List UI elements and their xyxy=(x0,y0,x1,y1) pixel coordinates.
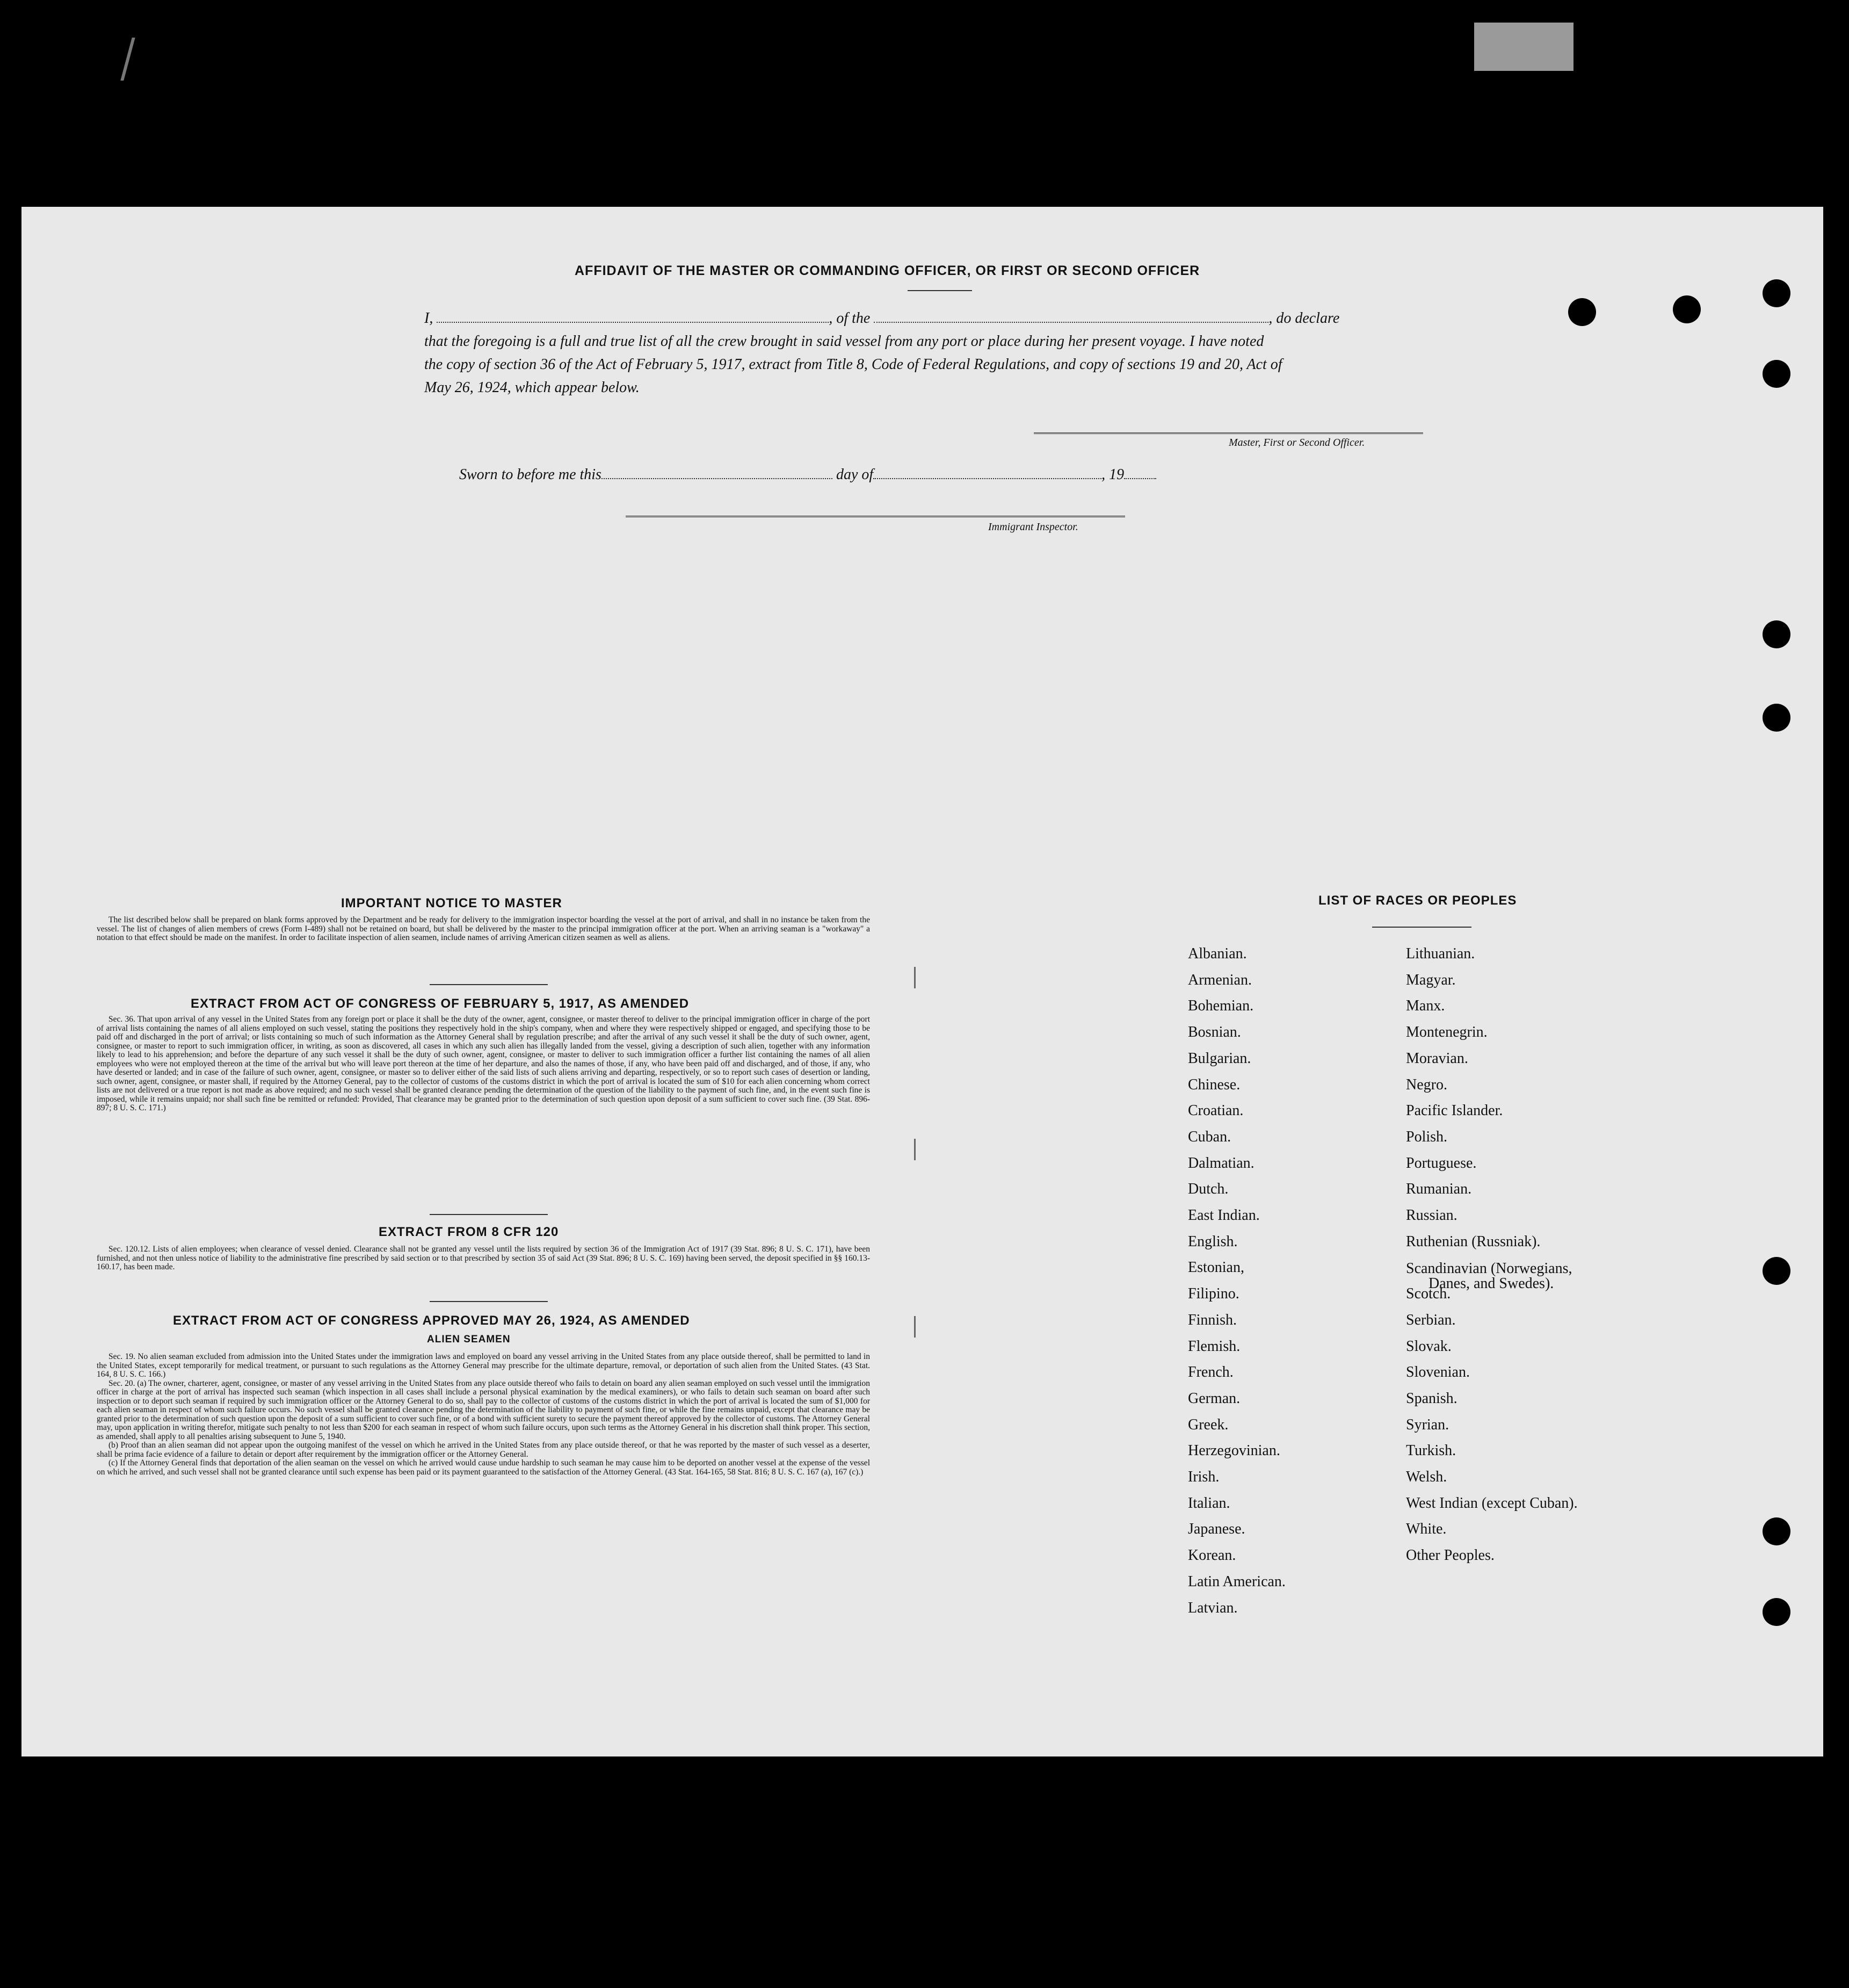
sworn-year-blank[interactable] xyxy=(1124,467,1156,479)
notice-paragraph: The list described below shall be prepared on blank forms approved by the Department and be ready for delivery to the immigration inspector boarding the vessel at the port of arrival, and shall in no instance be taken from the vessel. The list of changes of alien members of crews (Form I-489) shall not be retained on board, but shall be delivered by the master to the principal immigration officer at the port. When an arriving seaman is a "workaway" a notation to that effect should be made on the manifest. In order to facilitate inspection of alien seamen, include names of arriving American citizen seamen as well as aliens. xyxy=(97,915,870,942)
sec-20b-paragraph: (b) Proof than an alien seaman did not appear upon the outgoing manifest of the vessel on which he arrived in the United States from any place outside thereof, or that he was reported by the master of such vessel as a deserter, shall be prima facie evidence of a failure to detain or deport after requirement by the immigration officer or the Attorney General. xyxy=(97,1441,870,1459)
year-text: , 19 xyxy=(1101,466,1125,483)
master-label: Master, First or Second Officer. xyxy=(1229,437,1365,449)
race-item: Scandinavian (Norwegians, xyxy=(1406,1260,1572,1277)
divider xyxy=(1372,927,1471,928)
sec-36-paragraph: Sec. 36. That upon arrival of any vessel in the United States from any foreign port or place it shall be the duty of the owner, agent, consignee, or master thereof to deliver to the principal immigration officer in charge of the port of arrival lists containing the names of all aliens employed on such vessel, stating the positions they respectively hold in the ship's company, when and where they were respectively shipped or engaged, and specifying those to be paid off and discharged in the port of arrival; or lists containing so much of such information as the Attorney General shall by regulation prescribe; and after the arrival of any such vessel it shall be the duty of such owner, agent, consignee, or master to report to such immigration officer, in writing, as soon as discovered, all cases in which any such alien has illegally landed from the vessel, giving a description of such alien, together with any information likely to lead to his apprehension; and before the departure of any such vessel it shall be the duty of such owner, agent, consignee, or master to deliver to such immigration officer a further list containing the names of all alien employees who were not employed thereon at the time of the arrival but who will leave port thereon at the time of her departure, and also the names of those, if any, who have been paid off and discharged, and of those, if any, who have deserted or landed; and in case of the failure of such owner, agent, consignee, or master so to deliver either of the said lists of such aliens arriving and departing, respectively, or so to report such cases of desertion or landing, such owner, agent, consignee, or master shall, if required by the Attorney General, pay to the collector of customs of the customs district in which the port of arrival is located the sum of $10 for each alien concerning whom correct lists are not delivered or a true report is not made as above required; and no such vessel shall be granted clearance pending the determination of the question of the liability to the payment of such fine, and, in the event such fine is imposed, while it remains unpaid; nor shall such fine be remitted or refunded: Provided, That clearance may be granted prior to the determination of such question upon deposit of a sum sufficient to cover such fine. (39 Stat. 896-897; 8 U. S. C. 171.) xyxy=(97,1015,870,1112)
race-item: Other Peoples. xyxy=(1406,1547,1495,1564)
notice-title: IMPORTANT NOTICE TO MASTER xyxy=(341,896,562,910)
race-item: Danes, and Swedes). xyxy=(1429,1275,1554,1292)
affidavit-title: AFFIDAVIT OF THE MASTER OR COMMANDING OFFICER, OR FIRST OR SECOND OFFICER xyxy=(575,263,1200,278)
fold-mark xyxy=(914,1139,916,1160)
extract-1924-text xyxy=(97,1353,870,1477)
race-item: English. xyxy=(1188,1233,1238,1250)
race-item: Portuguese. xyxy=(1406,1154,1477,1172)
punch-hole-icon xyxy=(1763,1517,1790,1545)
extract-cfr-text xyxy=(97,1245,870,1272)
race-item: Italian. xyxy=(1188,1494,1230,1512)
divider xyxy=(430,1214,548,1215)
inspector-signature-line[interactable] xyxy=(626,516,1125,517)
race-item: Syrian. xyxy=(1406,1416,1449,1433)
affidavit-line-3: the copy of section 36 of the Act of February 5, 1917, extract from Title 8, Code of Federal Regulations, and copy of sections 19 and 20, Act of xyxy=(424,356,1282,373)
sworn-month-blank[interactable] xyxy=(873,467,1101,479)
race-item: Turkish. xyxy=(1406,1442,1456,1459)
sec-19-paragraph: Sec. 19. No alien seaman excluded from admission into the United States under the immigration laws and employed on board any vessel arriving in the United States from any place outside thereof, shall be permitted to land in the United States, except temporarily for medical treatment, or pursuant to such regulations as the Attorney General may prescribe for the ultimate departure, removal, or deportation of such alien from the United States. (43 Stat. 164, 8 U. S. C. 166.) xyxy=(97,1352,870,1379)
race-item: Latvian. xyxy=(1188,1599,1238,1616)
race-item: West Indian (except Cuban). xyxy=(1406,1494,1578,1512)
race-item: Montenegrin. xyxy=(1406,1024,1488,1041)
race-item: Dutch. xyxy=(1188,1181,1229,1198)
divider xyxy=(908,290,972,291)
extract-cfr-title: EXTRACT FROM 8 CFR 120 xyxy=(379,1225,559,1239)
race-item: East Indian. xyxy=(1188,1207,1260,1224)
race-item: Irish. xyxy=(1188,1469,1220,1485)
race-item: Rumanian. xyxy=(1406,1181,1472,1198)
race-item: Manx. xyxy=(1406,997,1445,1015)
race-item: Greek. xyxy=(1188,1416,1229,1433)
alien-seamen-subtitle: ALIEN SEAMEN xyxy=(427,1334,511,1345)
race-item: Lithuanian. xyxy=(1406,945,1475,962)
race-item: Bohemian. xyxy=(1188,997,1254,1015)
divider xyxy=(430,984,548,985)
master-signature-line[interactable] xyxy=(1034,432,1423,434)
race-item: Spanish. xyxy=(1406,1390,1458,1407)
race-item: Negro. xyxy=(1406,1076,1447,1093)
race-item: Bosnian. xyxy=(1188,1024,1241,1041)
race-item: Bulgarian. xyxy=(1188,1050,1251,1067)
sworn-line xyxy=(459,466,1156,483)
fold-mark xyxy=(914,1316,916,1338)
race-item: Slovak. xyxy=(1406,1338,1452,1355)
film-corner-tab xyxy=(1474,23,1574,71)
punch-hole-icon xyxy=(1763,704,1790,732)
races-title: LIST OF RACES OR PEOPLES xyxy=(1318,893,1517,908)
notice-text xyxy=(97,916,870,943)
race-item: Pacific Islander. xyxy=(1406,1102,1503,1119)
race-item: Armenian. xyxy=(1188,971,1252,988)
race-item: Welsh. xyxy=(1406,1469,1447,1485)
divider xyxy=(430,1301,548,1302)
race-item: Russian. xyxy=(1406,1207,1458,1224)
race-item: German. xyxy=(1188,1390,1241,1407)
film-corner-mark xyxy=(120,38,156,81)
race-item: Japanese. xyxy=(1188,1521,1245,1538)
vessel-blank[interactable] xyxy=(874,311,1268,323)
race-item: Cuban. xyxy=(1188,1128,1231,1145)
form-page xyxy=(21,207,1823,1756)
extract-1924-title: EXTRACT FROM ACT OF CONGRESS APPROVED MAY 26, 1924, AS AMENDED xyxy=(173,1313,690,1328)
affidavit-declare: , do declare xyxy=(1268,310,1340,327)
race-item: French. xyxy=(1188,1364,1234,1381)
race-item: Dalmatian. xyxy=(1188,1154,1255,1172)
sworn-day-blank[interactable] xyxy=(601,467,832,479)
race-item: Scotch. xyxy=(1406,1285,1451,1303)
extract-1917-text xyxy=(97,1015,870,1113)
affidavit-line-2: that the foregoing is a full and true list of all the crew brought in said vessel from any port or place during her present voyage. I have noted xyxy=(424,333,1264,350)
punch-hole-icon xyxy=(1763,279,1790,307)
race-item: Estonian, xyxy=(1188,1259,1244,1276)
day-of-text: day of xyxy=(836,466,874,483)
punch-hole-icon xyxy=(1568,298,1596,326)
punch-hole-icon xyxy=(1673,295,1701,323)
punch-hole-icon xyxy=(1763,360,1790,388)
race-item: Filipino. xyxy=(1188,1285,1239,1303)
race-item: Croatian. xyxy=(1188,1102,1244,1119)
race-item: Flemish. xyxy=(1188,1338,1241,1355)
race-item: Latin American. xyxy=(1188,1573,1286,1590)
affidavit-line-4: May 26, 1924, which appear below. xyxy=(424,379,640,396)
race-item: Slovenian. xyxy=(1406,1364,1470,1381)
sec-20c-paragraph: (c) If the Attorney General finds that deportation of the alien seaman on the vessel on which he arrived would cause undue hardship to such seaman he may cause him to be deported on another vessel at the expense of the vessel on which he arrived, and such vessel shall not be granted clearance until such expense has been paid or its payment guaranteed to the satisfaction of the Attorney General. (43 Stat. 164-165, 58 Stat. 816; 8 U. S. C. 167 (a), 167 (c).) xyxy=(97,1458,870,1477)
race-item: Ruthenian (Russniak). xyxy=(1406,1233,1541,1250)
race-item: Chinese. xyxy=(1188,1076,1241,1093)
sec-120-paragraph: Sec. 120.12. Lists of alien employees; when clearance of vessel denied. Clearance shall not be granted any vessel until the lists required by section 36 of the Immigration Act of 1917 (39 Stat. 896; 8 U. S. C. 171), have been furnished, and not then unless notice of liability to the administrative fine prescribed by said section or to that prescribed by section 35 of said Act (39 Stat. 896; 8 U. S. C. 169) having been served, the deposit specified in §§ 160.13-160.17, has been made. xyxy=(97,1245,870,1271)
extract-1917-title: EXTRACT FROM ACT OF CONGRESS OF FEBRUARY 5, 1917, AS AMENDED xyxy=(191,996,690,1011)
fold-mark xyxy=(914,967,916,988)
race-item: Albanian. xyxy=(1188,945,1247,962)
sec-20a-paragraph: Sec. 20. (a) The owner, charterer, agent, consignee, or master of any vessel arriving in the United States from any place outside thereof who fails to detain on board any alien seaman employed on such vessel until the immigration officer in charge at the port of arrival has inspected such seaman (which inspection in all cases shall include a personal physical examination by the medical examiners), or who fails to detain such seaman on board after such inspection or to deport such seaman if required by such immigration officer or the Attorney General to do so, shall pay to the collector of customs of the customs district in which the port of arrival is located the sum of $1,000 for each alien seaman in respect of whom such failure occurs. No such vessel shall be granted clearance pending the determination of the liability to payment of such fine, or while the fine remains unpaid, except that clearance may be granted prior to the determination of such question upon the deposit of a sum sufficient to cover such fine, or of a bond with sufficient surety to secure the payment thereof approved by the collector of customs. The Attorney General may, upon application in writing therefor, mitigate such penalty to not less than $200 for each seaman in respect of whom such failure occurs, upon such terms as the Attorney General in his discretion shall think proper. This section, as amended, shall apply to all penalties arising subsequent to June 5, 1940. xyxy=(97,1378,871,1441)
race-item: White. xyxy=(1406,1521,1447,1538)
affidavit-i: I, xyxy=(424,310,433,327)
race-item: Korean. xyxy=(1188,1547,1236,1564)
affidavit-of-the: , of the xyxy=(829,310,871,327)
race-item: Magyar. xyxy=(1406,971,1456,988)
sworn-text: Sworn to before me this xyxy=(459,466,601,483)
punch-hole-icon xyxy=(1763,1598,1790,1626)
race-item: Moravian. xyxy=(1406,1050,1468,1067)
race-item: Serbian. xyxy=(1406,1311,1456,1328)
punch-hole-icon xyxy=(1763,620,1790,648)
race-item: Finnish. xyxy=(1188,1311,1237,1328)
race-item: Herzegovinian. xyxy=(1188,1442,1280,1459)
race-item: Polish. xyxy=(1406,1128,1448,1145)
punch-hole-icon xyxy=(1763,1257,1790,1285)
inspector-label: Immigrant Inspector. xyxy=(988,521,1078,533)
affidavit-line-1 xyxy=(424,310,1339,327)
name-blank[interactable] xyxy=(437,311,829,323)
